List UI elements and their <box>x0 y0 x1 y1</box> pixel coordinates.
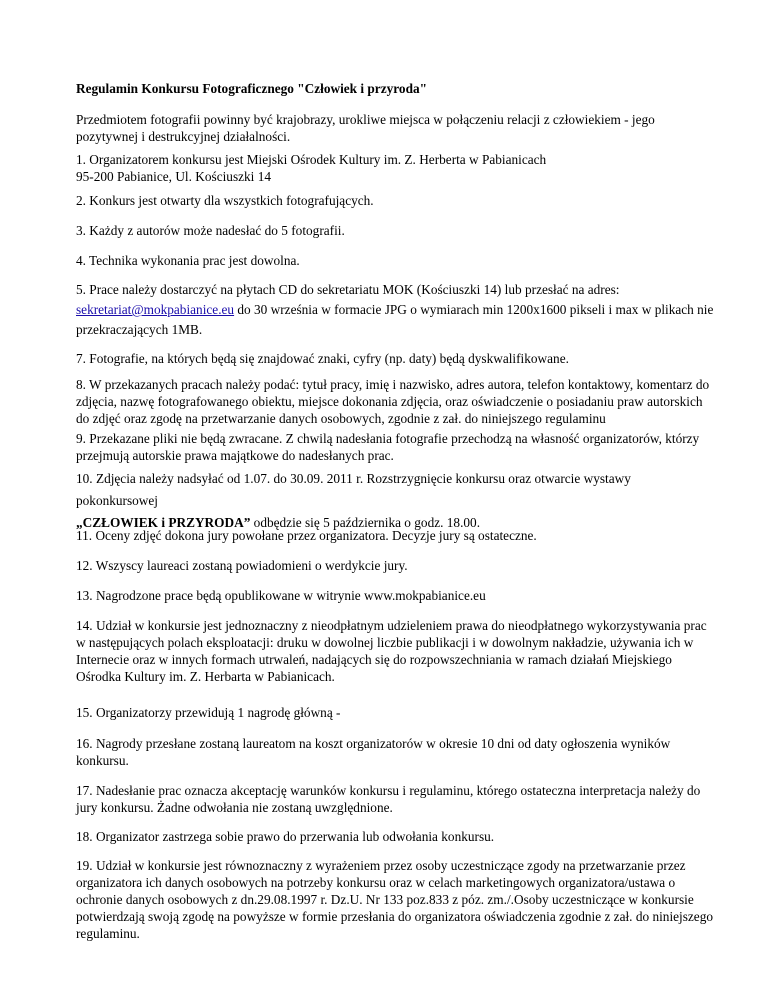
document-title: Regulamin Konkursu Fotograficznego "Człowiek i przyroda" <box>76 81 427 96</box>
rule-14: 14. Udział w konkursie jest jednoznaczny z nieodpłatnym udzieleniem prawa do nieodpłatnego wykorzystywania prac w następujących polach eksploatacji: druku w dowolnej liczbie publikacji i w dowolnym nakładzie, używania ich w Internecie oraz w innych formach utrwaleń, nadających się do rozpowszechniania w ramach działań Miejskiego Ośrodka Kultury im. Z. Herbarta w Pabianicach. <box>76 618 707 684</box>
rule-1-line-2: 95-200 Pabianice, Ul. Kościuszki 14 <box>76 169 271 184</box>
rule-1-line-1: 1. Organizatorem konkursu jest Miejski Ośrodek Kultury im. Z. Herberta w Pabianicach <box>76 152 547 167</box>
rule-8: 8. W przekazanych pracach należy podać: tytuł pracy, imię i nazwisko, adres autora, telefon kontaktowy, komentarz do zdjęcia, nazwę fotografowanego obiektu, miejsce dokonania zdjęcia, oraz oświadczenie o posiadaniu praw autorskich do zdjęć oraz zgodę na przetwarzanie danych osobowych, zgodnie z zał. do niniejszego regulaminu <box>76 377 710 426</box>
rule-5-line-1: 5. Prace należy dostarczyć na płytach CD do sekretariatu MOK (Kościuszki 14) lub przesłać na adres: <box>76 282 620 297</box>
rule-15: 15. Organizatorzy przewidują 1 nagrodę główną - <box>76 705 341 720</box>
rule-4: 4. Technika wykonania prac jest dowolna. <box>76 253 300 268</box>
rule-13: 13. Nagrodzone prace będą opublikowane w witrynie www.mokpabianice.eu <box>76 588 486 603</box>
rule-11: 11. Oceny zdjęć dokona jury powołane przez organizatora. Decyzje jury są ostateczne. <box>76 528 537 543</box>
rule-12: 12. Wszyscy laureaci zostaną powiadomieni o werdykcie jury. <box>76 558 408 573</box>
email-link[interactable]: sekretariat@mokpabianice.eu <box>76 302 235 317</box>
rule-5-line-3: przekraczających 1MB. <box>76 322 203 337</box>
rule-7: 7. Fotografie, na których będą się znajdować znaki, cyfry (np. daty) będą dyskwalifikowane. <box>76 351 569 366</box>
rule-10-line-1: 10. Zdjęcia należy nadsyłać od 1.07. do 30.09. 2011 r. Rozstrzygnięcie konkursu oraz otwarcie wystawy pokonkursowej <box>76 471 631 508</box>
rule-2: 2. Konkurs jest otwarty dla wszystkich fotografujących. <box>76 193 374 208</box>
rule-19: 19. Udział w konkursie jest równoznaczny z wyrażeniem przez osoby uczestniczące zgody na przetwarzanie przez organizatora ich danych osobowych na potrzeby konkursu oraz w celach marketingowych organizatora/ustawa o ochronie danych osobowych z dn.29.08.1997 r. Dz.U. Nr 133 poz.833 z póz. zm./.Osoby uczestniczące w konkursie potwierdzają swoją zgodę na powyższe w formie przesłania do organizatora oświadczenia zgodnie z zał. do niniejszego regulaminu. <box>76 858 714 941</box>
rule-10-line-2-rest: odbędzie się 5 października o godz. 18.00. <box>250 515 481 530</box>
rule-9: 9. Przekazane pliki nie będą zwracane. Z chwilą nadesłania fotografie przechodzą na własność organizatorów, którzy przejmują autorskie prawa majątkowe do nadesłanych prac. <box>76 431 700 463</box>
rule-3: 3. Każdy z autorów może nadesłać do 5 fotografii. <box>76 223 345 238</box>
rule-1 <box>76 151 716 185</box>
rule-5 <box>76 280 716 340</box>
rule-5-line-2-rest: do 30 września w formacie JPG o wymiarach min 1200x1600 pikseli i max w plikach nie <box>234 302 714 317</box>
rule-17: 17. Nadesłanie prac oznacza akceptację warunków konkursu i regulaminu, którego ostateczna interpretacja należy do jury konkursu. Żadne odwołania nie zostaną uwzględnione. <box>76 783 701 815</box>
rule-18: 18. Organizator zastrzega sobie prawo do przerwania lub odwołania konkursu. <box>76 829 495 844</box>
exhibition-name: „CZŁOWIEK i PRZYRODA” <box>76 515 251 530</box>
rule-10 <box>76 468 716 534</box>
rule-5-line-2 <box>76 300 716 320</box>
rule-16: 16. Nagrody przesłane zostaną laureatom na koszt organizatorów w okresie 10 dni od daty ogłoszenia wyników konkursu. <box>76 736 671 768</box>
intro-paragraph: Przedmiotem fotografii powinny być krajobrazy, urokliwe miejsca w połączeniu relacji z człowiekiem - jego pozytywnej i destrukcyjnej działalności. <box>76 112 655 144</box>
